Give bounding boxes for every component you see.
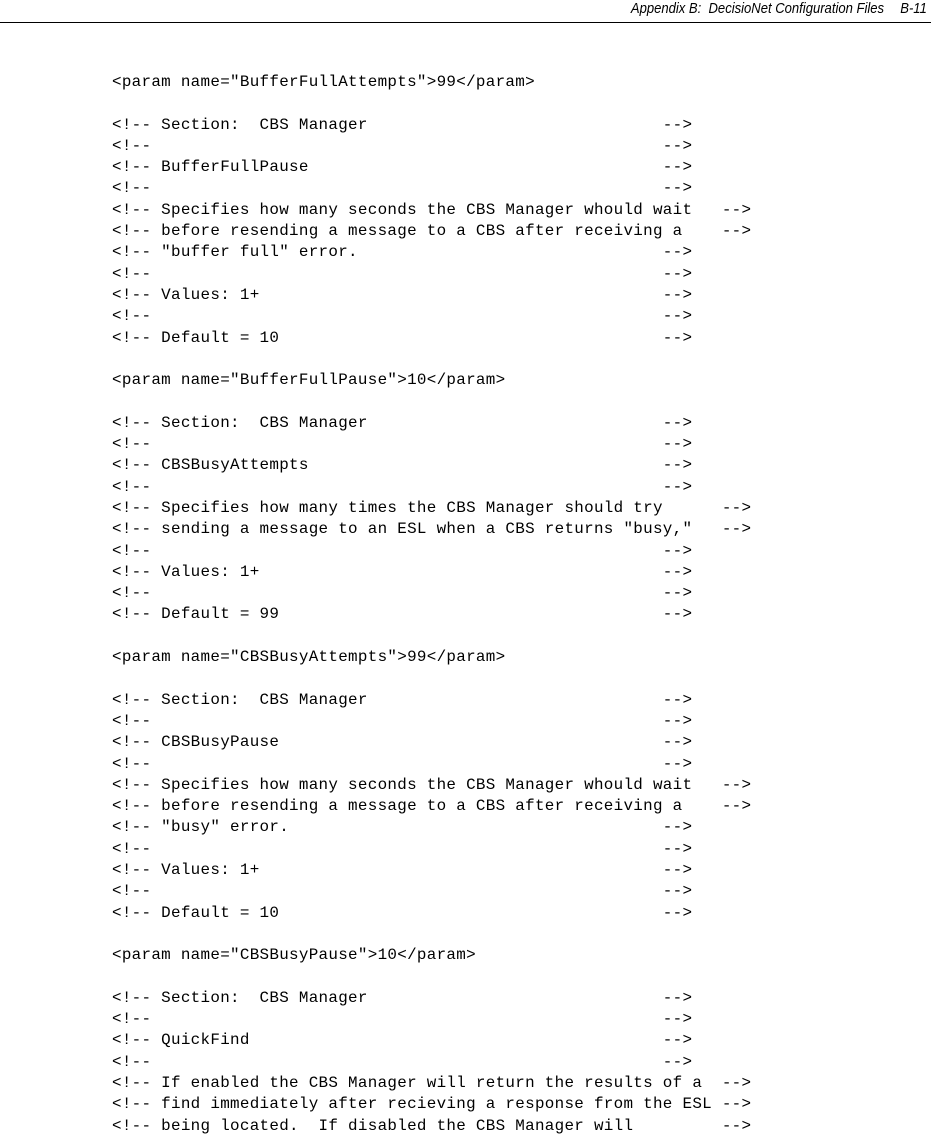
param-line: <param name="BufferFullAttempts">99</param> [112,73,535,91]
comment-line: <!-- Values: 1+ --> [112,562,693,581]
comment-line: <!-- Section: CBS Manager --> [112,690,693,709]
comment-line: <!-- --> [112,839,693,858]
comment-line: <!-- BufferFullPause --> [112,158,693,177]
running-header [631,0,927,18]
param-line: <param name="BufferFullPause">10</param> [112,371,506,390]
comment-line: <!-- before resending a message to a CBS after receiving a --> [112,222,752,241]
blank-line [112,93,751,114]
comment-line: <!-- Specifies how many times the CBS Manager should try --> [112,498,752,517]
blank-line [112,349,751,370]
comment-line: <!-- --> [112,435,693,454]
comment-line: <!-- --> [112,307,693,326]
comment-line: <!-- CBSBusyPause --> [112,733,693,752]
comment-line: <!-- --> [112,541,693,560]
blank-line [112,966,751,987]
comment-line: <!-- --> [112,1010,693,1029]
comment-line: <!-- Section: CBS Manager --> [112,988,693,1007]
param-line: <param name="CBSBusyAttempts">99</param> [112,648,506,667]
comment-line: <!-- --> [112,711,693,730]
comment-line: <!-- --> [112,754,693,773]
comment-line: <!-- --> [112,1052,693,1071]
comment-line: <!-- "buffer full" error. --> [112,243,693,262]
page-header [0,0,931,23]
comment-line: <!-- Specifies how many seconds the CBS Manager whould wait --> [112,775,752,794]
comment-line: <!-- sending a message to an ESL when a CBS returns "busy," --> [112,520,752,539]
comment-line: <!-- If enabled the CBS Manager will return the results of a --> [112,1073,752,1092]
blank-line [112,626,751,647]
comment-line: <!-- --> [112,264,693,283]
comment-line: <!-- "busy" error. --> [112,818,693,837]
comment-line: <!-- find immediately after recieving a response from the ESL --> [112,1095,752,1114]
comment-line: <!-- --> [112,584,693,603]
blank-line [112,924,751,945]
comment-line: <!-- being located. If disabled the CBS Manager will --> [112,1116,752,1135]
comment-line: <!-- Default = 10 --> [112,328,693,347]
blank-line [112,391,751,412]
comment-line: <!-- before resending a message to a CBS after receiving a --> [112,797,752,816]
comment-line: <!-- Section: CBS Manager --> [112,115,693,134]
comment-line: <!-- Section: CBS Manager --> [112,413,693,432]
comment-line: <!-- --> [112,136,693,155]
comment-line: <!-- --> [112,477,693,496]
comment-line: <!-- Default = 10 --> [112,903,693,922]
comment-line: <!-- --> [112,882,693,901]
comment-line: <!-- CBSBusyAttempts --> [112,456,693,475]
blank-line [112,668,751,689]
comment-line: <!-- QuickFind --> [112,1031,693,1050]
comment-line: <!-- --> [112,179,693,198]
comment-line: <!-- Values: 1+ --> [112,860,693,879]
comment-line: <!-- Values: 1+ --> [112,285,693,304]
page-number: B-11 [900,1,927,17]
header-title: Appendix B: DecisioNet Configuration Files [631,1,885,17]
code-listing [112,72,751,1137]
comment-line: <!-- Specifies how many seconds the CBS Manager whould wait --> [112,200,752,219]
param-line: <param name="CBSBusyPause">10</param> [112,946,476,965]
comment-line: <!-- Default = 99 --> [112,605,693,624]
